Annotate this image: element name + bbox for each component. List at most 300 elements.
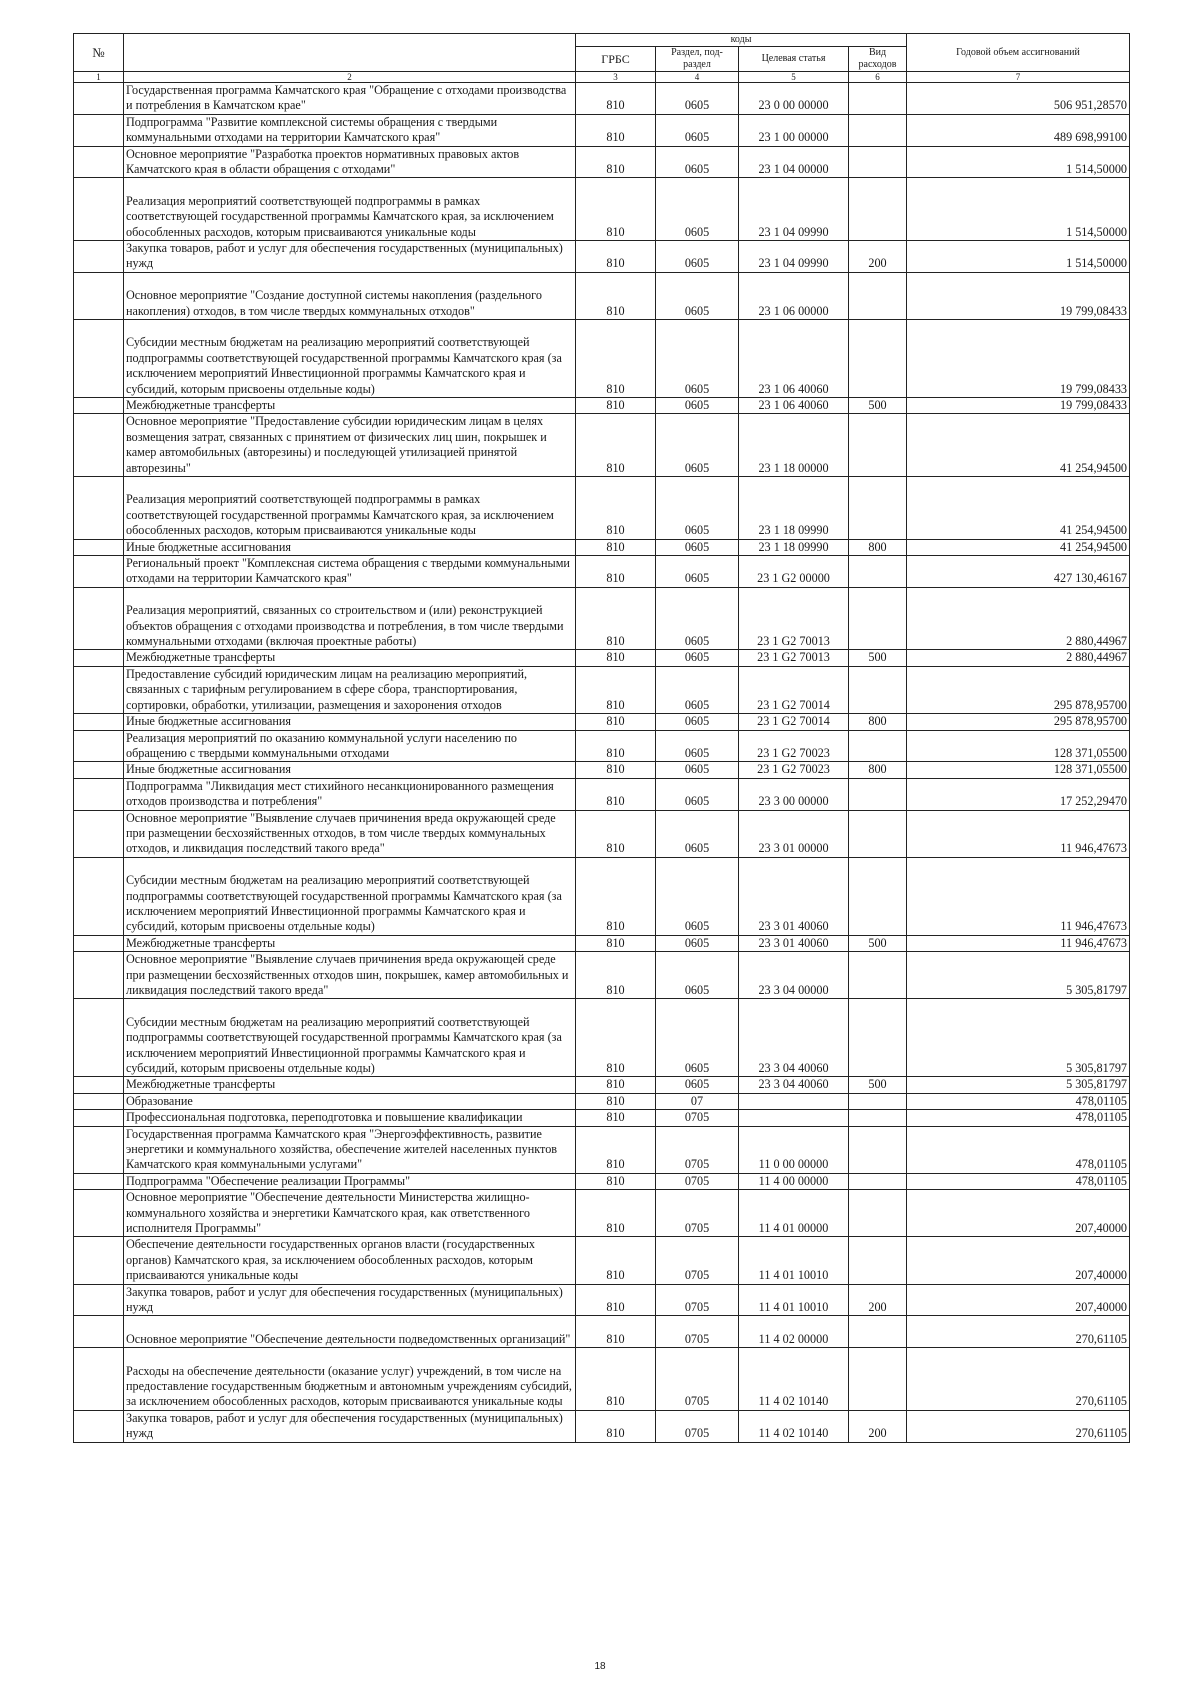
cell-grbs: 810 [576,650,656,666]
cell-grbs: 810 [576,272,656,319]
cell-expense-type [849,556,907,588]
cell-expense-type [849,1126,907,1173]
cell-number [74,762,124,778]
cell-number [74,1190,124,1237]
cell-target: 23 1 04 09990 [739,178,849,241]
cell-name: Предоставление субсидий юридическим лицам на реализацию мероприятий, связанных с тарифным регулированием в сфере сбора, транспортирования, сортировки, обработки, утилизации, размещения и захоронения отходов [124,666,576,713]
cell-grbs: 810 [576,857,656,935]
cell-grbs: 810 [576,999,656,1077]
cell-grbs: 810 [576,146,656,178]
cell-grbs: 810 [576,1410,656,1442]
cell-number [74,1093,124,1109]
table-row [74,539,1130,555]
page-number: 18 [594,1661,606,1672]
cell-section: 0605 [656,178,739,241]
cell-section: 0605 [656,714,739,730]
cell-number [74,414,124,477]
cell-amount: 489 698,99100 [907,114,1130,146]
cell-section: 0705 [656,1410,739,1442]
cell-name: Расходы на обеспечение деятельности (оказание услуг) учреждений, в том числе на предоставление государственным бюджетным и автономным учреждениям субсидий, за исключением обособленных расходов, которым присваиваются уникальные коды [124,1348,576,1411]
cell-number [74,1284,124,1316]
cell-grbs: 810 [576,730,656,762]
cell-target: 11 4 01 10010 [739,1237,849,1284]
cell-amount: 128 371,05500 [907,762,1130,778]
cell-grbs: 810 [576,1237,656,1284]
cell-amount: 19 799,08433 [907,320,1130,398]
cell-amount: 5 305,81797 [907,999,1130,1077]
table-row [74,1190,1130,1237]
cell-section: 0605 [656,810,739,857]
cell-section: 0605 [656,241,739,273]
cell-grbs: 810 [576,1093,656,1109]
cell-name: Реализация мероприятий соответствующей подпрограммы в рамках соответствующей государственной программы Камчатского края, за исключением обособленных расходов, которым присваиваются уникальные коды [124,477,576,540]
cell-target [739,1093,849,1109]
cell-expense-type [849,587,907,650]
cell-section: 0605 [656,935,739,951]
cell-amount: 295 878,95700 [907,666,1130,713]
cell-amount: 41 254,94500 [907,414,1130,477]
cell-number [74,1237,124,1284]
cell-expense-type: 800 [849,539,907,555]
cell-expense-type: 800 [849,762,907,778]
cell-expense-type: 500 [849,650,907,666]
cell-expense-type [849,178,907,241]
cell-number [74,178,124,241]
table-row [74,666,1130,713]
cell-name: Межбюджетные трансферты [124,935,576,951]
table-row [74,1284,1130,1316]
cell-number [74,1173,124,1189]
cell-expense-type: 200 [849,241,907,273]
cell-number [74,587,124,650]
cell-grbs: 810 [576,414,656,477]
cell-name: Закупка товаров, работ и услуг для обеспечения государственных (муниципальных) нужд [124,241,576,273]
cell-grbs: 810 [576,810,656,857]
cell-grbs: 810 [576,477,656,540]
table-row [74,935,1130,951]
cell-target: 23 1 G2 70023 [739,730,849,762]
table-row [74,1077,1130,1093]
cell-section: 0605 [656,414,739,477]
header-number: № [74,34,124,72]
cell-target: 23 1 G2 70023 [739,762,849,778]
cell-name: Государственная программа Камчатского края "Обращение с отходами производства и потребления в Камчатском крае" [124,83,576,115]
cell-section: 0705 [656,1190,739,1237]
cell-expense-type [849,999,907,1077]
table-row [74,810,1130,857]
cell-name: Иные бюджетные ассигнования [124,539,576,555]
cell-expense-type [849,114,907,146]
cell-amount: 1 514,50000 [907,146,1130,178]
cell-target: 11 4 01 00000 [739,1190,849,1237]
cell-name: Реализация мероприятий, связанных со строительством и (или) реконструкцией объектов обращения с отходами производства и потребления, в том числе твердыми коммунальными отходами (включая проектные работы) [124,587,576,650]
cell-number [74,398,124,414]
cell-section: 0605 [656,1077,739,1093]
cell-expense-type [849,1348,907,1411]
cell-amount: 478,01105 [907,1110,1130,1126]
cell-section: 0605 [656,398,739,414]
cell-target: 23 1 06 00000 [739,272,849,319]
header-expense-type: Вид расходов [849,47,907,72]
table-row [74,999,1130,1077]
cell-number [74,1410,124,1442]
cell-amount: 1 514,50000 [907,178,1130,241]
cell-section: 0605 [656,999,739,1077]
cell-expense-type [849,1316,907,1348]
cell-number [74,730,124,762]
cell-amount: 19 799,08433 [907,398,1130,414]
cell-amount: 270,61105 [907,1348,1130,1411]
table-row [74,587,1130,650]
cell-name: Субсидии местным бюджетам на реализацию мероприятий соответствующей подпрограммы соответствующей государственной программы Камчатского края (за исключением мероприятий Инвестиционной программы Камчатского края и субсидий, которым присвоены отдельные коды) [124,999,576,1077]
cell-section: 0605 [656,477,739,540]
cell-name: Подпрограмма "Развитие комплексной системы обращения с твердыми коммунальными отходами на территории Камчатского края" [124,114,576,146]
table-row [74,1173,1130,1189]
cell-grbs: 810 [576,83,656,115]
cell-amount: 41 254,94500 [907,477,1130,540]
cell-amount: 270,61105 [907,1410,1130,1442]
cell-expense-type [849,778,907,810]
table-row [74,730,1130,762]
cell-target: 11 0 00 00000 [739,1126,849,1173]
cell-target: 23 1 00 00000 [739,114,849,146]
cell-amount: 506 951,28570 [907,83,1130,115]
table-row [74,952,1130,999]
cell-grbs: 810 [576,178,656,241]
cell-expense-type [849,320,907,398]
cell-grbs: 810 [576,1077,656,1093]
cell-target: 23 3 04 00000 [739,952,849,999]
cell-grbs: 810 [576,666,656,713]
cell-target [739,1110,849,1126]
cell-name: Основное мероприятие "Разработка проектов нормативных правовых актов Камчатского края в области обращения с отходами" [124,146,576,178]
cell-grbs: 810 [576,587,656,650]
cell-amount: 5 305,81797 [907,1077,1130,1093]
cell-target: 23 1 06 40060 [739,320,849,398]
cell-number [74,241,124,273]
table-row [74,83,1130,115]
cell-expense-type [849,1173,907,1189]
cell-grbs: 810 [576,778,656,810]
table-row [74,650,1130,666]
cell-name: Основное мероприятие "Выявление случаев причинения вреда окружающей среде при размещении бесхозяйственных отходов шин, покрышек, камер автомобильных и ликвидация последствий такого вреда" [124,952,576,999]
cell-name: Закупка товаров, работ и услуг для обеспечения государственных (муниципальных) нужд [124,1284,576,1316]
header-target: Целевая статья [739,47,849,72]
cell-number [74,1077,124,1093]
cell-amount: 478,01105 [907,1173,1130,1189]
cell-section: 0605 [656,556,739,588]
table-row [74,1348,1130,1411]
header-name [124,34,576,72]
cell-target: 11 4 02 10140 [739,1348,849,1411]
cell-section: 0605 [656,650,739,666]
cell-number [74,778,124,810]
cell-target: 23 1 06 40060 [739,398,849,414]
cell-number [74,666,124,713]
cell-target: 23 3 04 40060 [739,999,849,1077]
cell-name: Основное мероприятие "Предоставление субсидии юридическим лицам в целях возмещения затрат, связанных с принятием от физических лиц шин, покрышек и камер автомобильных (авторезины) и последующей утилизацией принятой авторезины" [124,414,576,477]
cell-target: 23 1 18 00000 [739,414,849,477]
cell-number [74,477,124,540]
cell-name: Профессиональная подготовка, переподготовка и повышение квалификации [124,1110,576,1126]
cell-grbs: 810 [576,539,656,555]
cell-amount: 17 252,29470 [907,778,1130,810]
cell-target: 11 4 00 00000 [739,1173,849,1189]
table-row [74,1316,1130,1348]
cell-target: 23 1 G2 70013 [739,650,849,666]
table-row [74,857,1130,935]
cell-amount: 41 254,94500 [907,539,1130,555]
cell-amount: 128 371,05500 [907,730,1130,762]
cell-name: Образование [124,1093,576,1109]
cell-expense-type: 200 [849,1410,907,1442]
header-codes: коды [576,34,907,47]
cell-number [74,272,124,319]
cell-target: 11 4 02 10140 [739,1410,849,1442]
table-row [74,320,1130,398]
cell-number [74,999,124,1077]
cell-section: 0605 [656,539,739,555]
cell-amount: 2 880,44967 [907,650,1130,666]
cell-target: 23 0 00 00000 [739,83,849,115]
table-header [74,34,1130,83]
cell-number [74,810,124,857]
cell-target: 23 1 04 00000 [739,146,849,178]
cell-target: 23 1 18 09990 [739,539,849,555]
table-row [74,114,1130,146]
cell-name: Иные бюджетные ассигнования [124,714,576,730]
cell-expense-type [849,146,907,178]
header-annual-volume: Годовой объем ассигнований [907,34,1130,72]
cell-expense-type [849,1237,907,1284]
column-number: 3 [576,72,656,83]
cell-target: 23 3 01 40060 [739,935,849,951]
cell-section: 0605 [656,778,739,810]
cell-expense-type: 500 [849,398,907,414]
cell-section: 0705 [656,1348,739,1411]
table-row [74,1110,1130,1126]
cell-expense-type [849,272,907,319]
cell-section: 0605 [656,146,739,178]
cell-number [74,1110,124,1126]
cell-number [74,83,124,115]
cell-target: 23 3 01 40060 [739,857,849,935]
cell-name: Государственная программа Камчатского края "Энергоэффективность, развитие энергетики и коммунального хозяйства, обеспечение жителей населенных пунктов Камчатского края коммунальными услугами" [124,1126,576,1173]
cell-name: Основное мероприятие "Создание доступной системы накопления (раздельного накопления) отходов, в том числе твердых коммунальных отходов" [124,272,576,319]
cell-section: 0605 [656,114,739,146]
column-number: 6 [849,72,907,83]
cell-expense-type: 200 [849,1284,907,1316]
cell-name: Обеспечение деятельности государственных органов власти (государственных органов) Камчатского края, за исключением обособленных расходов, которым присваиваются уникальные коды [124,1237,576,1284]
cell-section: 0705 [656,1126,739,1173]
cell-section: 07 [656,1093,739,1109]
cell-expense-type [849,730,907,762]
cell-grbs: 810 [576,320,656,398]
cell-grbs: 810 [576,1284,656,1316]
cell-number [74,1348,124,1411]
cell-target: 11 4 01 10010 [739,1284,849,1316]
cell-expense-type [849,810,907,857]
cell-number [74,114,124,146]
cell-expense-type [849,857,907,935]
table-body [74,83,1130,1443]
cell-amount: 478,01105 [907,1126,1130,1173]
cell-grbs: 810 [576,1316,656,1348]
cell-name: Основное мероприятие "Обеспечение деятельности Министерства жилищно-коммунального хозяйства и энергетики Камчатского края, как ответственного исполнителя Программы" [124,1190,576,1237]
budget-table [73,33,1130,1443]
table-row [74,178,1130,241]
table-row [74,146,1130,178]
cell-name: Подпрограмма "Ликвидация мест стихийного несанкционированного размещения отходов производства и потребления" [124,778,576,810]
cell-section: 0705 [656,1173,739,1189]
cell-amount: 11 946,47673 [907,857,1130,935]
cell-name: Межбюджетные трансферты [124,650,576,666]
cell-expense-type: 800 [849,714,907,730]
table-row [74,762,1130,778]
cell-expense-type: 500 [849,935,907,951]
cell-grbs: 810 [576,1110,656,1126]
cell-amount: 19 799,08433 [907,272,1130,319]
column-number: 2 [124,72,576,83]
table-row [74,398,1130,414]
cell-target: 23 1 18 09990 [739,477,849,540]
cell-target: 23 3 01 00000 [739,810,849,857]
cell-number [74,1316,124,1348]
cell-grbs: 810 [576,1173,656,1189]
cell-grbs: 810 [576,714,656,730]
cell-grbs: 810 [576,952,656,999]
cell-grbs: 810 [576,1126,656,1173]
cell-amount: 207,40000 [907,1190,1130,1237]
cell-grbs: 810 [576,241,656,273]
cell-expense-type [849,1093,907,1109]
cell-expense-type [849,414,907,477]
cell-section: 0605 [656,857,739,935]
table-row [74,477,1130,540]
cell-number [74,320,124,398]
cell-section: 0705 [656,1316,739,1348]
cell-amount: 5 305,81797 [907,952,1130,999]
cell-section: 0705 [656,1284,739,1316]
cell-number [74,650,124,666]
cell-expense-type [849,1190,907,1237]
cell-number [74,952,124,999]
cell-section: 0605 [656,320,739,398]
cell-section: 0605 [656,730,739,762]
cell-target: 23 1 G2 70014 [739,666,849,713]
cell-section: 0705 [656,1110,739,1126]
cell-amount: 207,40000 [907,1284,1130,1316]
cell-name: Межбюджетные трансферты [124,1077,576,1093]
cell-name: Субсидии местным бюджетам на реализацию мероприятий соответствующей подпрограммы соответствующей государственной программы Камчатского края (за исключением мероприятий Инвестиционной программы Камчатского края и субсидий, которым присвоены отдельные коды) [124,857,576,935]
cell-section: 0605 [656,272,739,319]
cell-name: Субсидии местным бюджетам на реализацию мероприятий соответствующей подпрограммы соответствующей государственной программы Камчатского края (за исключением мероприятий Инвестиционной программы Камчатского края и субсидий, которым присвоены отдельные коды) [124,320,576,398]
cell-grbs: 810 [576,1190,656,1237]
column-number-row [74,72,1130,83]
table-row [74,556,1130,588]
cell-expense-type [849,83,907,115]
cell-grbs: 810 [576,1348,656,1411]
table-row [74,1093,1130,1109]
table-row [74,1410,1130,1442]
cell-expense-type [849,952,907,999]
cell-amount: 295 878,95700 [907,714,1130,730]
cell-target: 11 4 02 00000 [739,1316,849,1348]
table-row [74,241,1130,273]
cell-number [74,857,124,935]
table-row [74,1126,1130,1173]
column-number: 5 [739,72,849,83]
cell-target: 23 1 G2 00000 [739,556,849,588]
cell-amount: 427 130,46167 [907,556,1130,588]
cell-number [74,935,124,951]
cell-name: Закупка товаров, работ и услуг для обеспечения государственных (муниципальных) нужд [124,1410,576,1442]
cell-expense-type [849,477,907,540]
table-row [74,1237,1130,1284]
cell-section: 0605 [656,762,739,778]
cell-number [74,146,124,178]
cell-expense-type [849,666,907,713]
cell-name: Иные бюджетные ассигнования [124,762,576,778]
cell-number [74,556,124,588]
cell-section: 0705 [656,1237,739,1284]
cell-section: 0605 [656,666,739,713]
cell-name: Региональный проект "Комплексная система обращения с твердыми коммунальными отходами на территории Камчатского края" [124,556,576,588]
cell-name: Реализация мероприятий соответствующей подпрограммы в рамках соответствующей государственной программы Камчатского края, за исключением обособленных расходов, которым присваиваются уникальные коды [124,178,576,241]
cell-name: Межбюджетные трансферты [124,398,576,414]
cell-section: 0605 [656,952,739,999]
column-number: 4 [656,72,739,83]
cell-amount: 1 514,50000 [907,241,1130,273]
table-row [74,414,1130,477]
cell-amount: 207,40000 [907,1237,1130,1284]
cell-grbs: 810 [576,762,656,778]
header-grbs: ГРБС [576,47,656,72]
budget-sheet [73,33,1129,1443]
cell-amount: 11 946,47673 [907,935,1130,951]
column-number: 1 [74,72,124,83]
cell-number [74,539,124,555]
cell-grbs: 810 [576,935,656,951]
cell-section: 0605 [656,587,739,650]
cell-expense-type: 500 [849,1077,907,1093]
cell-name: Реализация мероприятий по оказанию коммунальной услуги населению по обращению с твердыми коммунальными отходами [124,730,576,762]
header-section: Раздел, под-раздел [656,47,739,72]
cell-target: 23 3 00 00000 [739,778,849,810]
cell-target: 23 1 G2 70014 [739,714,849,730]
cell-name: Подпрограмма "Обеспечение реализации Программы" [124,1173,576,1189]
cell-name: Основное мероприятие "Обеспечение деятельности подведомственных организаций" [124,1316,576,1348]
cell-section: 0605 [656,83,739,115]
cell-expense-type [849,1110,907,1126]
cell-amount: 478,01105 [907,1093,1130,1109]
cell-target: 23 1 04 09990 [739,241,849,273]
cell-target: 23 1 G2 70013 [739,587,849,650]
cell-target: 23 3 04 40060 [739,1077,849,1093]
table-row [74,714,1130,730]
cell-amount: 2 880,44967 [907,587,1130,650]
cell-amount: 11 946,47673 [907,810,1130,857]
cell-number [74,714,124,730]
cell-grbs: 810 [576,114,656,146]
cell-name: Основное мероприятие "Выявление случаев причинения вреда окружающей среде при размещении бесхозяйственных отходов, в том числе твердых коммунальных отходов, и ликвидация последствий такого вреда" [124,810,576,857]
cell-grbs: 810 [576,398,656,414]
table-row [74,778,1130,810]
cell-amount: 270,61105 [907,1316,1130,1348]
cell-grbs: 810 [576,556,656,588]
table-row [74,272,1130,319]
cell-number [74,1126,124,1173]
